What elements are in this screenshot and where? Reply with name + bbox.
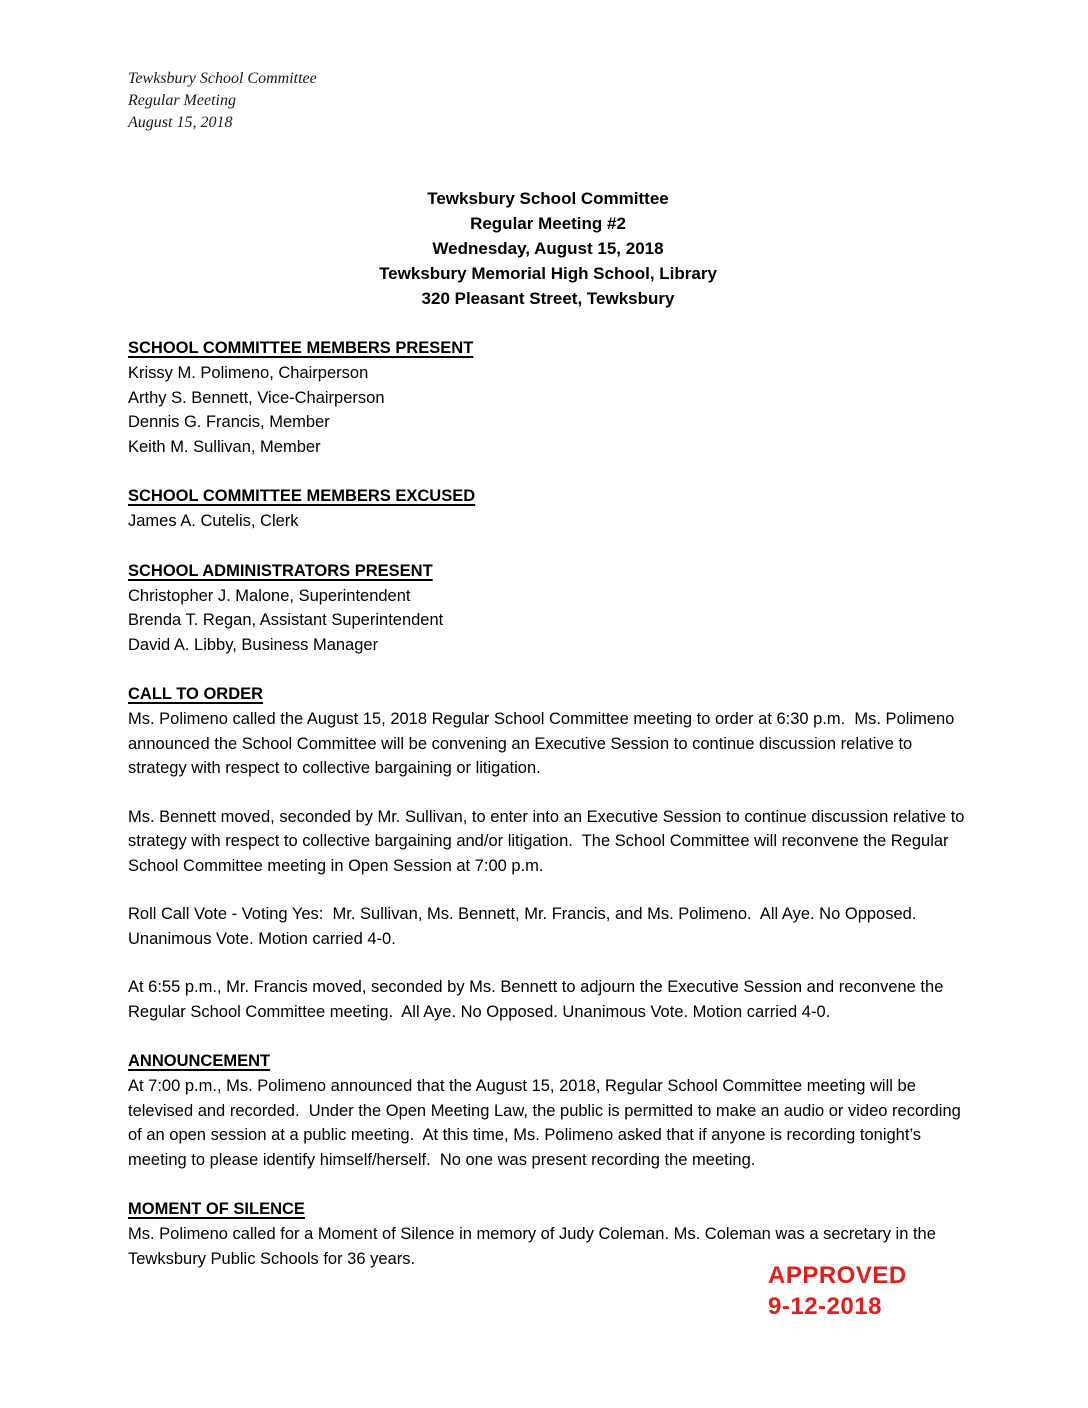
title-date: Wednesday, August 15, 2018 bbox=[432, 239, 664, 258]
member-francis: Dennis G. Francis, Member bbox=[128, 413, 330, 431]
admin-business-manager: David A. Libby, Business Manager bbox=[128, 635, 379, 654]
member-sullivan: Keith M. Sullivan, Member bbox=[128, 437, 321, 456]
adjourn-executive-session-paragraph: At 6:55 p.m., Mr. Francis moved, seconded by Ms. Bennett to adjourn the Executive Session and reconvene the Regular School Committee meeting. All Aye. No Opposed. Unanimous Vote. Motion carried 4-0. bbox=[128, 978, 948, 1021]
title-meeting-number: Regular Meeting #2 bbox=[470, 214, 626, 233]
approved-stamp bbox=[768, 1260, 907, 1322]
title-committee: Tewksbury School Committee bbox=[427, 189, 669, 208]
member-chairperson: Krissy M. Polimeno, Chairperson bbox=[128, 364, 369, 382]
section-announcement bbox=[128, 1049, 968, 1172]
section-heading-announcement: ANNOUNCEMENT bbox=[128, 1052, 271, 1070]
section-heading-administrators: SCHOOL ADMINISTRATORS PRESENT bbox=[128, 561, 433, 580]
meta-line-committee: Tewksbury School Committee bbox=[128, 70, 317, 87]
title-address: 320 Pleasant Street, Tewksbury bbox=[421, 289, 675, 308]
announcement-paragraph: At 7:00 p.m., Ms. Polimeno announced that the August 15, 2018, Regular School Committee meeting will be televised and recorded. Under the Open Meeting Law, the public is permitted to make an audio or video recording of an open session at a public meeting. At this time, Ms. Polimeno asked that if anyone is recording tonight’s meeting to please identify himself/herself. No one was present recording the meeting. bbox=[128, 1077, 966, 1169]
title-block bbox=[128, 186, 968, 311]
section-call-to-order bbox=[128, 682, 968, 1024]
member-clerk-excused: James A. Cutelis, Clerk bbox=[128, 512, 299, 530]
moment-of-silence-paragraph: Ms. Polimeno called for a Moment of Silence in memory of Judy Coleman. Ms. Coleman was a secretary in the Tewksbury Public Schools for 36 years. bbox=[128, 1225, 941, 1268]
approved-stamp-date: 9-12-2018 bbox=[768, 1293, 882, 1320]
meta-line-date: August 15, 2018 bbox=[128, 114, 233, 131]
section-heading-call-to-order: CALL TO ORDER bbox=[128, 685, 264, 703]
section-administrators-present bbox=[128, 559, 968, 658]
admin-assistant-superintendent: Brenda T. Regan, Assistant Superintendent bbox=[128, 611, 444, 629]
member-vice-chairperson: Arthy S. Bennett, Vice-Chairperson bbox=[128, 388, 385, 407]
section-members-present bbox=[128, 336, 968, 459]
meta-line-meeting-type: Regular Meeting bbox=[128, 92, 236, 109]
admin-superintendent: Christopher J. Malone, Superintendent bbox=[128, 586, 411, 605]
roll-call-vote-paragraph: Roll Call Vote - Voting Yes: Mr. Sullivan, Ms. Bennett, Mr. Francis, and Ms. Polimeno. All Aye. No Opposed. Unanimous Vote. Motion carried 4-0. bbox=[128, 905, 922, 948]
executive-session-motion-paragraph: Ms. Bennett moved, seconded by Mr. Sullivan, to enter into an Executive Session to continue discussion relative to strategy with respect to collective bargaining and/or litigation. The School Committee will reconvene the Regular School Committee meeting in Open Session at 7:00 p.m. bbox=[128, 807, 970, 875]
section-heading-members-present: SCHOOL COMMITTEE MEMBERS PRESENT bbox=[128, 339, 474, 357]
approved-stamp-text: APPROVED bbox=[768, 1262, 907, 1289]
section-heading-members-excused: SCHOOL COMMITTEE MEMBERS EXCUSED bbox=[128, 487, 476, 505]
section-members-excused bbox=[128, 484, 968, 534]
call-to-order-paragraph: Ms. Polimeno called the August 15, 2018 Regular School Committee meeting to order at 6:30 p.m. Ms. Polimeno announced the School Committee will be convening an Executive Session to continue discussion relative to strategy with respect to collective bargaining or litigation. bbox=[128, 710, 959, 777]
title-location: Tewksbury Memorial High School, Library bbox=[379, 264, 717, 283]
document-header-meta bbox=[128, 68, 968, 134]
section-heading-moment-of-silence: MOMENT OF SILENCE bbox=[128, 1200, 305, 1218]
